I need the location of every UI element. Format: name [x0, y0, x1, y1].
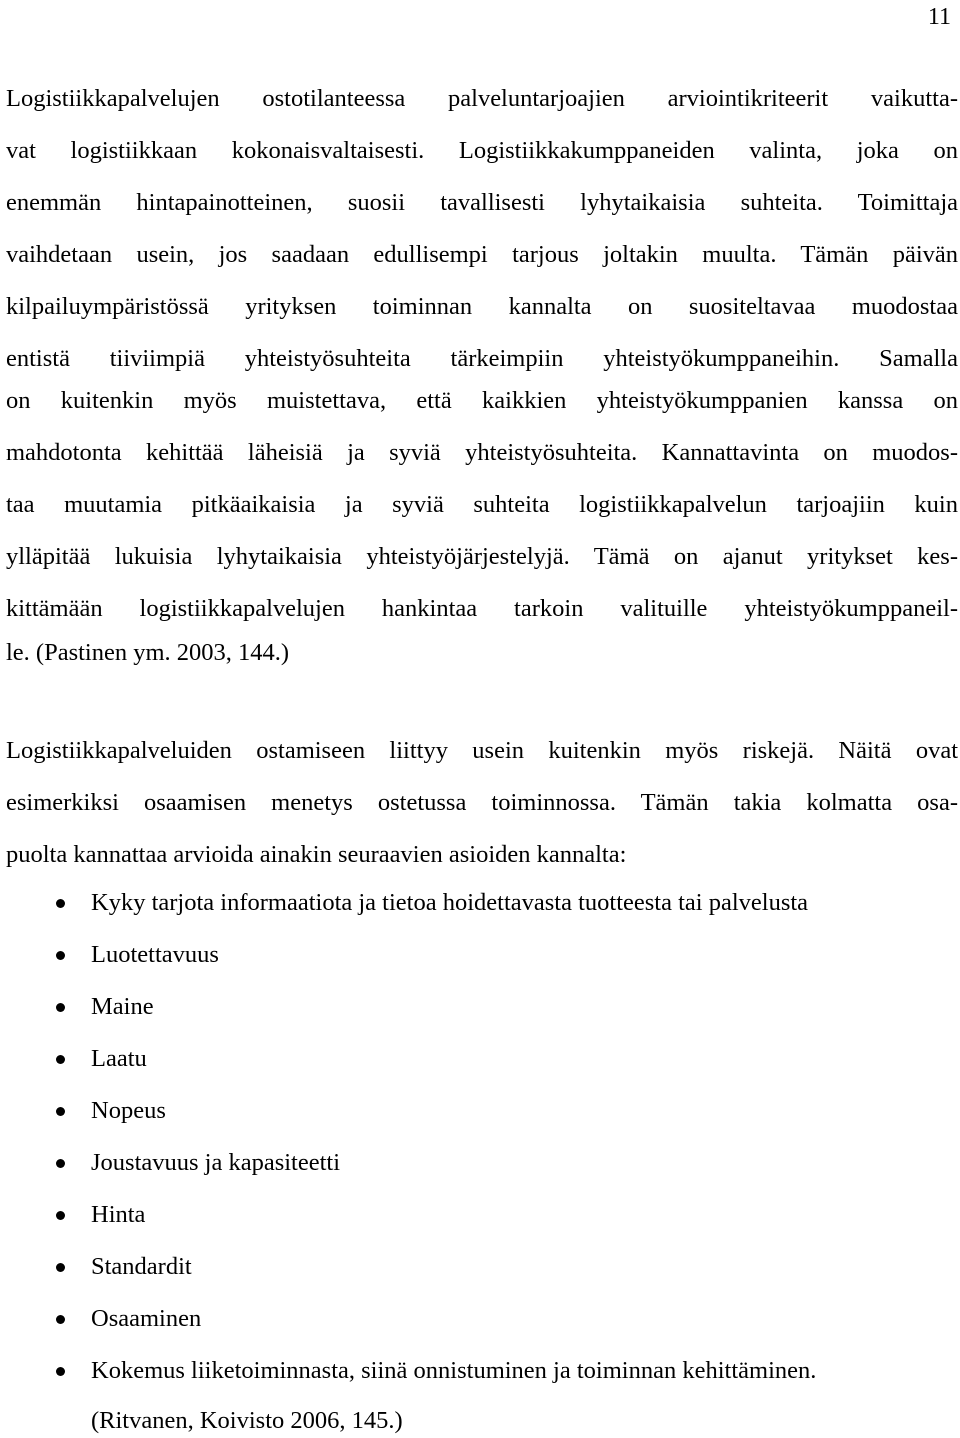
list-item-text: Kokemus liiketoiminnasta, siinä onnistuminen ja toiminnan kehittäminen.	[91, 1357, 817, 1384]
bullet-icon	[56, 1159, 65, 1168]
list-item-text: Nopeus	[91, 1097, 166, 1124]
bullet-icon	[56, 1211, 65, 1220]
paragraph-line: kittämään logistiikkapalvelujen hankintaa tarkoin valituille yhteistyökumppaneil-	[6, 595, 958, 622]
paragraph-line: entistä tiiviimpiä yhteistyösuhteita tärkeimpiin yhteistyökumppaneihin. Samalla	[6, 345, 958, 372]
bullet-icon	[56, 951, 65, 960]
page-number: 11	[927, 4, 951, 30]
paragraph-line: kilpailuympäristössä yrityksen toiminnan kannalta on suositeltavaa muodostaa	[6, 293, 958, 320]
paragraph-line: vat logistiikkaan kokonaisvaltaisesti. Logistiikkakumppaneiden valinta, joka on	[6, 137, 958, 164]
paragraph-line: vaihdetaan usein, jos saadaan edullisempi tarjous joltakin muulta. Tämän päivän	[6, 241, 958, 268]
paragraph-line: taa muutamia pitkäaikaisia ja syviä suhteita logistiikkapalvelun tarjoajiin kuin	[6, 491, 958, 518]
citation: (Ritvanen, Koivisto 2006, 145.)	[91, 1407, 403, 1434]
list-item-text: Hinta	[91, 1201, 146, 1228]
bullet-icon	[56, 1367, 65, 1376]
bullet-icon	[56, 1003, 65, 1012]
paragraph-line: ylläpitää lukuisia lyhytaikaisia yhteistyöjärjestelyjä. Tämä on ajanut yritykset kes-	[6, 543, 958, 570]
paragraph-line: Logistiikkapalveluiden ostamiseen liittyy usein kuitenkin myös riskejä. Näitä ovat	[6, 737, 958, 764]
paragraph-line: on kuitenkin myös muistettava, että kaikkien yhteistyökumppanien kanssa on	[6, 387, 958, 414]
paragraph-line: Logistiikkapalvelujen ostotilanteessa palveluntarjoajien arviointikriteerit vaikutta-	[6, 85, 958, 112]
paragraph-line: esimerkiksi osaamisen menetys ostetussa toiminnossa. Tämän takia kolmatta osa-	[6, 789, 958, 816]
list-item-text: Standardit	[91, 1253, 192, 1280]
list-item-text: Maine	[91, 993, 154, 1020]
bullet-icon	[56, 1055, 65, 1064]
bullet-icon	[56, 1263, 65, 1272]
list-item-text: Osaaminen	[91, 1305, 202, 1332]
list-item-text: Joustavuus ja kapasiteetti	[91, 1149, 341, 1176]
bullet-icon	[56, 1107, 65, 1116]
list-item-text: Luotettavuus	[91, 941, 219, 968]
bullet-icon	[56, 899, 65, 908]
paragraph-line: mahdotonta kehittää läheisiä ja syviä yhteistyösuhteita. Kannattavinta on muodos-	[6, 439, 958, 466]
paragraph-line: puolta kannattaa arvioida ainakin seuraavien asioiden kannalta:	[6, 841, 627, 868]
list-item-text: Laatu	[91, 1045, 147, 1072]
paragraph-line: le. (Pastinen ym. 2003, 144.)	[6, 639, 290, 666]
paragraph-line: enemmän hintapainotteinen, suosii tavallisesti lyhytaikaisia suhteita. Toimittaja	[6, 189, 958, 216]
list-item-text: Kyky tarjota informaatiota ja tietoa hoidettavasta tuotteesta tai palvelusta	[91, 889, 809, 916]
bullet-icon	[56, 1315, 65, 1324]
